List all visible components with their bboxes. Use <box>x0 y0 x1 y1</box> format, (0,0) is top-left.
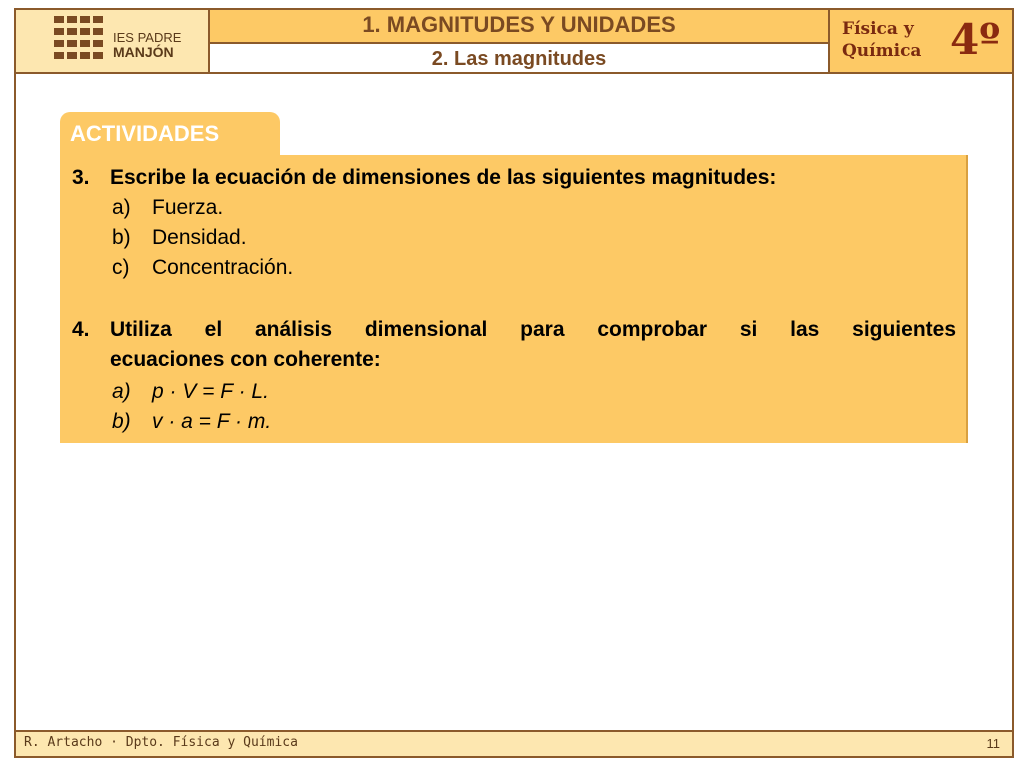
item-text: Concentración. <box>152 256 294 279</box>
activities-tab-label: ACTIVIDADES <box>70 121 220 146</box>
list-item <box>112 224 247 252</box>
subject-line1: Física y <box>842 19 914 39</box>
list-item <box>112 194 223 222</box>
question-number: 3. <box>72 166 90 189</box>
question-number: 4. <box>72 318 90 341</box>
question-text-line2: ecuaciones con coherente: <box>110 348 381 371</box>
list-item <box>112 378 269 406</box>
subject-line2: Química <box>842 41 922 61</box>
list-item <box>112 254 293 282</box>
list-item <box>112 408 271 436</box>
item-label: b) <box>112 410 131 433</box>
item-label: a) <box>112 380 131 403</box>
question-text-line1: Utiliza el análisis dimensional para comprobar si las siguientes <box>110 318 956 341</box>
logo-line2: MANJÓN <box>113 44 174 60</box>
unit-title: 1. MAGNITUDES Y UNIDADES <box>210 10 828 44</box>
item-label: b) <box>112 226 131 249</box>
footer-author: R. Artacho · Dpto. Física y Química <box>24 735 298 750</box>
subject-name <box>842 18 921 62</box>
footer-bar <box>16 730 1012 756</box>
item-label: a) <box>112 196 131 219</box>
subject-badge <box>828 10 1012 74</box>
item-text: Fuerza. <box>152 196 224 219</box>
item-text: p · V = F · L. <box>152 380 269 403</box>
section-title: 2. Las magnitudes <box>210 44 828 74</box>
item-label: c) <box>112 256 130 279</box>
logo-text <box>113 30 181 60</box>
school-logo <box>16 10 210 74</box>
course-level: 4º <box>950 15 1001 64</box>
item-text: v · a = F · m. <box>152 410 272 433</box>
question-text: Escribe la ecuación de dimensiones de las siguientes magnitudes: <box>110 166 777 189</box>
logo-grid-icon <box>54 16 104 64</box>
item-text: Densidad. <box>152 226 247 249</box>
logo-line1: IES PADRE <box>113 30 182 45</box>
page-number: 11 <box>986 736 1000 751</box>
